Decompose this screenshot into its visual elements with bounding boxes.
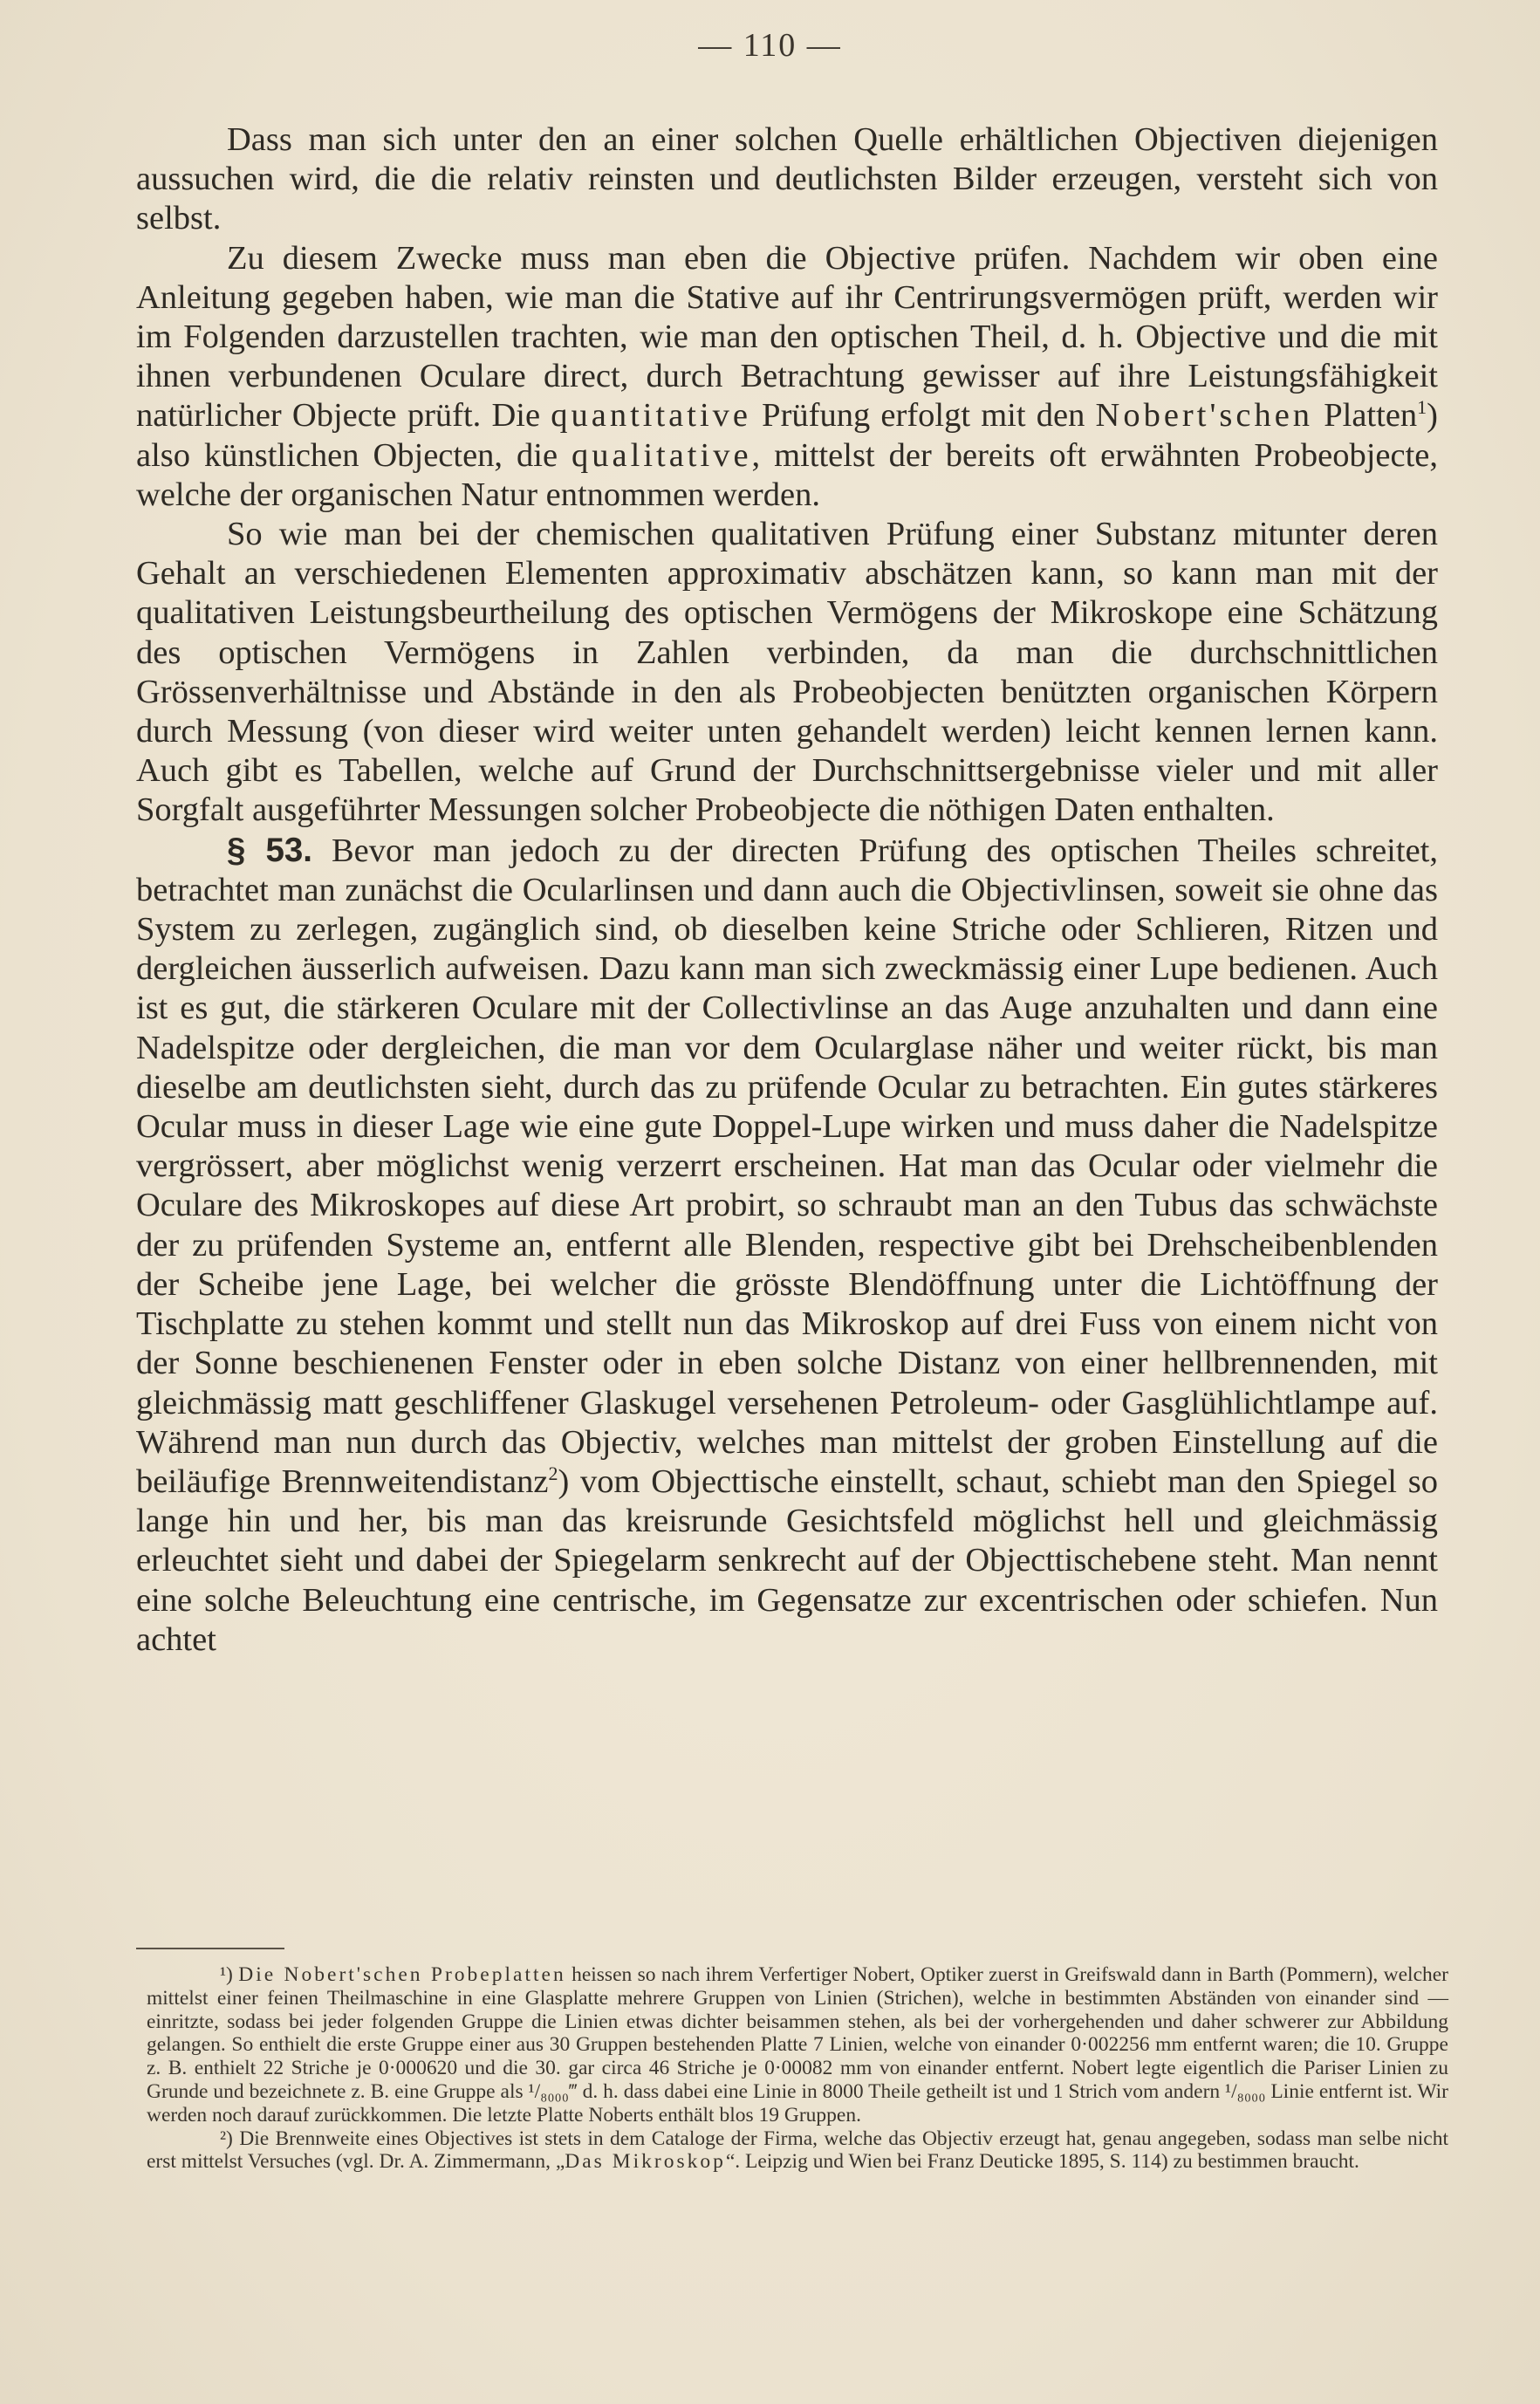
footnote-ref-1[interactable]: 1 (1417, 396, 1427, 419)
footnote-1-text: heissen so nach ihrem Verfertiger Nobert, Optiker zuerst in Greifswald dann in Barth (Pommern), welcher mittelst einer feinen Theilmaschine in eine Glasplatte mehrere Gruppen von Linien (Strichen), welche in bestimmten Abständen von einander sind — einritzte, sodass bei jeder folgenden Gruppe die Linien etwas dichter beisammen stehen, als bei der vorhergehenden und daher schwerer zur Abbildung gelangen. So enthielt die erste Gruppe einer aus 30 Gruppen bestehenden Platte 7 Linien, welche von einander 0·002256 mm entfernt waren; die 10. Gruppe z. B. enthielt 22 Striche je 0·000620 und die 30. gar circa 46 Striche je 0·00082 mm von einander entfernt. Nobert legte eigentlich die Pariser Linien zu Grunde und bezeichnete z. B. eine Gruppe als ¹/₈₀₀₀‴ d. h. dass dabei eine Linie in 8000 Theile getheilt ist und 1 Strich vom andern ¹/₈₀₀₀ Linie entfernt ist. Wir werden noch darauf zurückkommen. Die letzte Platte Noberts enthält blos 19 Gruppen. (147, 1963, 1449, 2127)
main-text (136, 120, 1438, 1660)
page-number: — 110 — (698, 27, 842, 64)
footnote-1 (147, 1963, 1448, 2127)
footnote-ref-2[interactable]: 2 (548, 1462, 558, 1484)
footnote-1-marker: ¹) (220, 1963, 233, 1986)
paragraph-4-part-b: ) vom Objecttische einstellt, schaut, schiebt man den Spiegel so lange hin und her, bis man das kreisrunde Gesichtsfeld möglichst hell und gleichmässig erleuchtet sieht und dabei der Spiegelarm senkrecht auf der Objecttischebene steht. Man nennt eine solche Beleuchtung eine centrische, im Gegensatze zur excentrischen oder schiefen. Nun achtet (136, 1462, 1438, 1658)
emphasis-nobert: Nobert'schen (1095, 397, 1314, 435)
paragraph-3: So wie man bei der chemischen qualitativen Prüfung einer Substanz mitunter deren Gehalt an verschiedenen Elementen approximativ abschätzen kann, so kann man mit der qualitativen Leistungsbeurtheilung des optischen Vermögens der Mikroskope eine Schätzung des optischen Vermögens in Zahlen verbinden, da man die durchschnittlichen Grössenverhältnisse und Abstände in den als Probeobjecten benützten organischen Körpern durch Messung (von dieser wird weiter unten gehandelt werden) leicht kennen lernen kann. Auch gibt es Tabellen, welche auf Grund der Durchschnittsergebnisse vieler und mit aller Sorgfalt ausgeführter Messungen solcher Probeobjecte die nöthigen Daten enthalten. (136, 516, 1438, 829)
paragraph-4 (136, 831, 1438, 1660)
section-mark: § 53. (227, 831, 312, 869)
paragraph-4-part-a: Bevor man jedoch zu der directen Prüfung des optischen Theiles schreitet, betrachtet man zunächst die Ocularlinsen und dann auch die Objectivlinsen, soweit sie ohne das System zu zerlegen, zugänglich sind, ob dieselben keine Striche oder Schlieren, Ritzen und dergleichen äusserlich aufweisen. Dazu kann man sich zweckmässig einer Lupe bedienen. Auch ist es gut, die stärkeren Oculare mit der Collectivlinse an das Auge anzuhalten und dann eine Nadelspitze oder dergleichen, die man vor dem Ocularglase näher und weiter rückt, bis man dieselbe am deutlichsten sieht, durch das zu prüfende Ocular zu betrachten. Ein gutes stärkeres Ocular muss in dieser Lage wie eine gute Doppel-Lupe wirken und muss daher die Nadelspitze vergrössert, aber möglichst wenig verzerrt erscheinen. Hat man das Ocular oder vielmehr die Oculare des Mikroskopes auf diese Art probirt, so schraubt man an den Tubus das schwächste der zu prüfenden Systeme an, entfernt alle Blenden, respective gibt bei Drehscheibenblenden der Scheibe jene Lage, bei welcher die grösste Blendöffnung unter die Lichtöffnung der Tischplatte zu stehen kommt und stellt nun das Mikroskop auf drei Fuss von einem nicht von der Sonne beschienenen Fenster oder in eben solche Distanz von einer hellbrennenden, mit gleichmässig matt geschliffener Glaskugel versehenen Petroleum- oder Gasglühlichtlampe auf. Während man nun durch das Objectiv, welches man mittelst der groben Einstellung auf die beiläufige Brennweitendistanz (136, 832, 1438, 1500)
paragraph-1: Dass man sich unter den an einer solchen Quelle erhältlichen Objectiven diejenigen aussuchen wird, die die relativ reinsten und deutlichsten Bilder erzeugen, versteht sich von selbst. (136, 121, 1438, 237)
paragraph-2-part-a: Zu diesem Zwecke muss man eben die Objective prüfen. Nachdem wir oben eine Anleitung gegeben haben, wie man die Stative auf ihr Centrirungsvermögen prüft, werden wir im Folgenden darzustellen trachten, wie man den optischen Theil, d. h. Objective und die mit ihnen verbundenen Oculare direct, durch Betrachtung gewisser auf ihre Leistungsfähigkeit natürlicher Objecte prüft. Die (136, 239, 1438, 435)
footnote-1-title: Die Nobert'schen Probeplatten (238, 1963, 566, 1986)
footnotes (147, 1963, 1448, 2174)
footnote-2-book-title: Das Mikroskop (565, 2150, 726, 2174)
footnote-2-part-a: Die Brennweite eines Objectives ist stets in dem Cataloge der Firma, welche das Objectiv erzeugt hat, genau angegeben, sodass man selbe nicht erst mittelst Versuches (vgl. Dr. A. Zimmermann, „ (147, 2127, 1448, 2174)
footnote-2-part-b: “. Leipzig und Wien bei Franz Deuticke 1895, S. 114) zu bestimmen braucht. (725, 2150, 1359, 2174)
paragraph-2-part-d: ) also künstlichen Objecten, die (136, 397, 1438, 474)
footnote-rule (136, 1948, 284, 1949)
paragraph-2 (136, 239, 1438, 515)
footnote-2 (147, 2127, 1448, 2175)
emphasis-qualitative: qualitative (572, 436, 752, 474)
paragraph-2-part-b: Prüfung erfolgt mit den (751, 397, 1096, 435)
footnote-2-marker: ²) (220, 2127, 233, 2150)
emphasis-quantitative: quantitative (551, 397, 751, 435)
paragraph-2-part-e: , mittelst der bereits oft erwähnten Probeobjecte, welche der organischen Natur entnommen werden. (136, 436, 1438, 513)
paragraph-2-part-c: Platten (1313, 397, 1418, 435)
